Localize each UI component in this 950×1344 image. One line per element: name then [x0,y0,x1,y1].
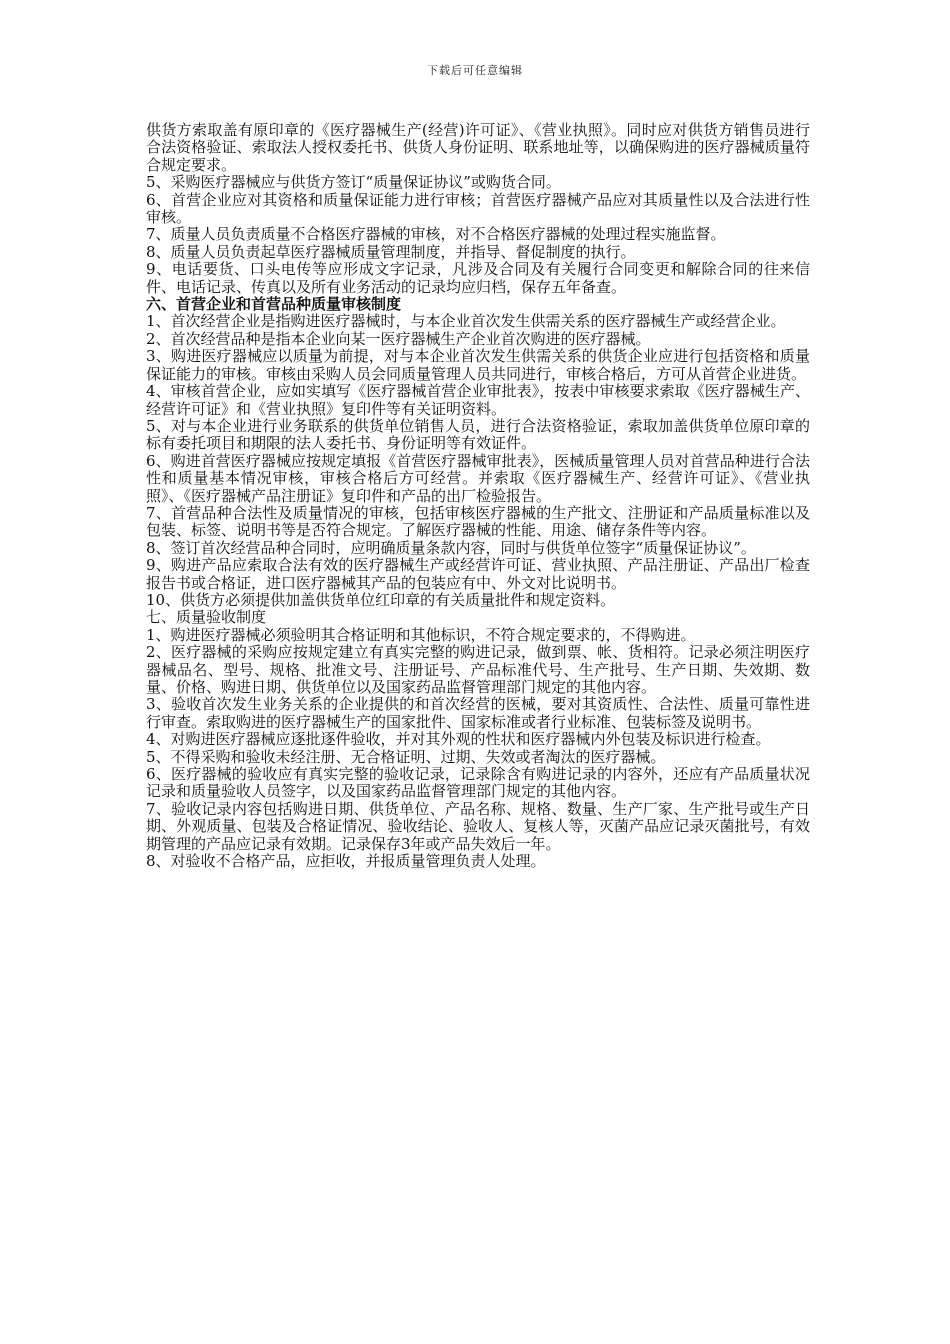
paragraph: 供货方索取盖有原印章的《医疗器械生产(经营)许可证》、《营业执照》。同时应对供货方销售员进行合法资格验证、索取法人授权委托书、供货人身份证明、联系地址等，以确保购进的医疗器械质量符合规定要求。 [146,121,810,174]
paragraph: 3、购进医疗器械应以质量为前提，对与本企业首次发生供需关系的供货企业应进行包括资格和质量保证能力的审核。审核由采购人员会同质量管理人员共同进行，审核合格后，方可从首营企业进货。 [146,347,810,383]
paragraph: 6、医疗器械的验收应有真实完整的验收记录，记录除含有购进记录的内容外，还应有产品质量状况记录和质量验收人员签字，以及国家药品监督管理部门规定的其他内容。 [146,765,810,801]
section-heading: 七、质量验收制度 [146,608,267,627]
paragraph: 8、质量人员负责起草医疗器械质量管理制度，并指导、督促制度的执行。 [146,242,636,261]
paragraph: 6、购进首营医疗器械应按规定填报《首营医疗器械审批表》，医械质量管理人员对首营品种进行合法性和质量基本情况审核，审核合格后方可经营。并索取《医疗器械生产、经营许可证》、《营业执照》、《医疗器械产品注册证》复印件和产品的出厂检验报告。 [146,451,810,505]
paragraph: 9、电话要货、口头电传等应形成文字记录，凡涉及合同及有关履行合同变更和解除合同的往来信件、电话记录、传真以及所有业务活动的记录均应归档，保存五年备查。 [146,260,810,296]
paragraph: 2、医疗器械的采购应按规定建立有真实完整的购进记录，做到票、帐、货相符。记录必须注明医疗器械品名、型号、规格、批准文号、注册证号、产品标准代号、生产批号、生产日期、失效期、数量、价格、购进日期、供货单位以及国家药品监督管理部门规定的其他内容。 [146,643,810,696]
paragraph: 8、签订首次经营品种合同时，应明确质量条款内容，同时与供货单位签字“质量保证协议”。 [146,538,756,557]
paragraph: 9、购进产品应索取合法有效的医疗器械生产或经营许可证、营业执照、产品注册证、产品出厂检查报告书或合格证，进口医疗器械其产品的包装应有中、外文对比说明书。 [146,556,810,592]
section-heading: 六、首营企业和首营品种质量审核制度 [146,295,402,314]
page-header: 下载后可任意编辑 [427,64,523,77]
paragraph: 7、验收记录内容包括购进日期、供货单位、产品名称、规格、数量、生产厂家、生产批号或生产日期、外观质量、包装及合格证情况、验收结论、验收人、复核人等，灭菌产品应记录灭菌批号，有效期管理的产品应记录有效期。记录保存3年或产品失效后一年。 [146,799,810,853]
paragraph: 4、审核首营企业，应如实填写《医疗器械首营企业审批表》，按表中审核要求索取《医疗器械生产、经营许可证》和《营业执照》复印件等有关证明资料。 [146,382,810,418]
document-body [146,122,810,870]
paragraph: 1、首次经营企业是指购进医疗器械时，与本企业首次发生供需关系的医疗器械生产或经营企业。 [146,312,786,331]
paragraph: 7、首营品种合法性及质量情况的审核，包括审核医疗器械的生产批文、注册证和产品质量标准以及包装、标签、说明书等是否符合规定。了解医疗器械的性能、用途、储存条件等内容。 [146,503,810,540]
paragraph: 5、采购医疗器械应与供货方签订“质量保证协议”或购货合同。 [146,173,561,192]
paragraph: 7、质量人员负责质量不合格医疗器械的审核，对不合格医疗器械的处理过程实施监督。 [146,225,726,244]
paragraph: 5、不得采购和验收未经注册、无合格证明、过期、失效或者淘汰的医疗器械。 [146,747,666,766]
paragraph: 6、首营企业应对其资格和质量保证能力进行审核；首营医疗器械产品应对其质量性以及合法进行性审核。 [146,190,810,227]
paragraph: 8、对验收不合格产品，应拒收，并报质量管理负责人处理。 [146,852,546,871]
paragraph: 3、验收首次发生业务关系的企业提供的和首次经营的医械，要对其资质性、合法性、质量可靠性进行审查。索取购进的医疗器械生产的国家批件、国家标准或者行业标准、包装标签及说明书。 [146,695,810,731]
paragraph: 2、首次经营品种是指本企业向某一医疗器械生产企业首次购进的医疗器械。 [146,329,651,348]
paragraph: 1、购进医疗器械必须验明其合格证明和其他标识，不符合规定要求的，不得购进。 [146,625,696,644]
paragraph: 4、对购进医疗器械应逐批逐件验收，并对其外观的性状和医疗器械内外包装及标识进行检查。 [146,730,771,749]
paragraph: 10、供货方必须提供加盖供货单位红印章的有关质量批件和规定资料。 [146,590,616,609]
paragraph: 5、对与本企业进行业务联系的供货单位销售人员，进行合法资格验证，索取加盖供货单位原印章的标有委托项目和期限的法人委托书、身份证明等有效证件。 [146,416,810,453]
